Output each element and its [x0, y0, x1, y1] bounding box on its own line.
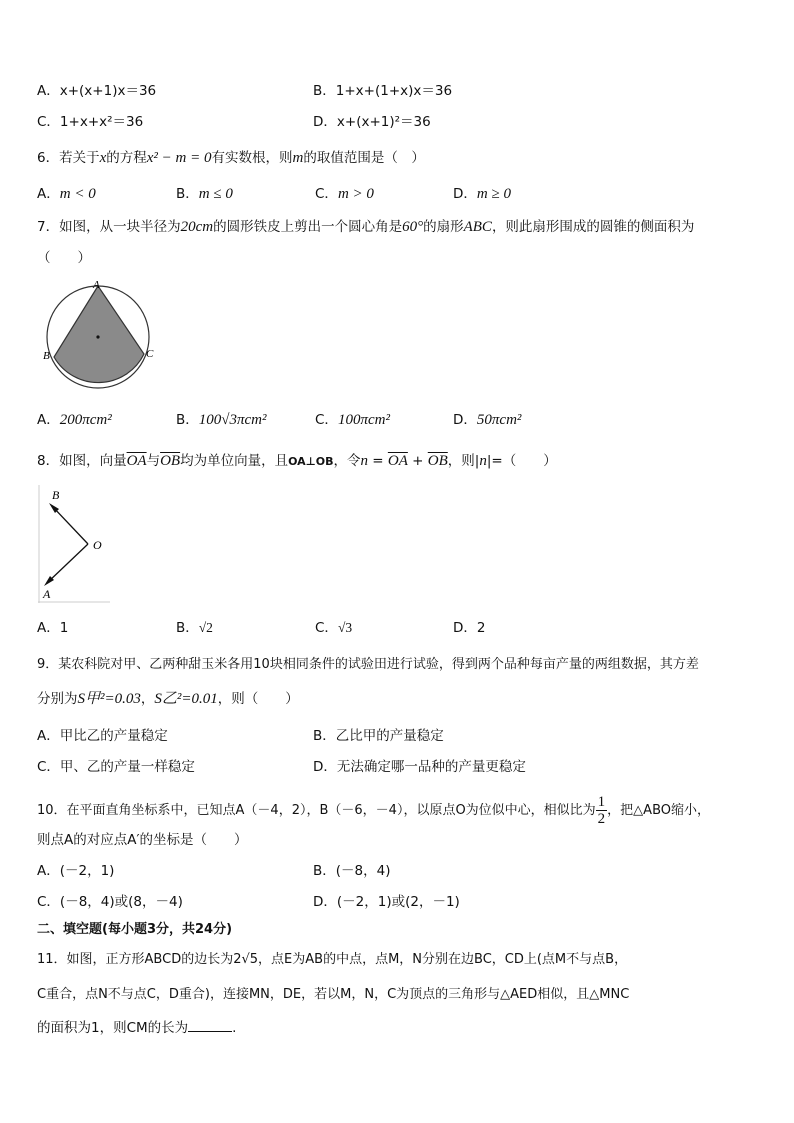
q7-paren: （ ）	[37, 250, 91, 266]
q10-stem-line1: 10．在平面直角坐标系中，已知点A（－4，2），B（－6，－4），以原点O为位似中心，相似比为 $\frac{1}{2}$ ，把△ABO缩小，	[37, 794, 710, 827]
label-a: A	[93, 279, 100, 291]
q11-stem-line3: 的面积为1，则CM的长为 .	[37, 1017, 236, 1038]
vector-oa	[47, 544, 88, 583]
q7-option-c: C．100πcm²	[315, 412, 390, 428]
label-c: C	[146, 348, 154, 360]
q7-option-a: A．200πcm²	[37, 412, 112, 428]
q11-stem-line2: C重合，点N不与点C，D重合)，连接MN，DE，若以M，N，C为顶点的三角形与△AED相似，且△MNC	[37, 987, 630, 1002]
sector-abc	[54, 286, 144, 383]
answer-blank[interactable]	[188, 1017, 232, 1032]
q7-figure	[38, 279, 163, 394]
q9-option-a: A．甲比乙的产量稳定	[37, 728, 168, 744]
q5-option-b: B．1+x+(1+x)x＝36	[313, 83, 453, 99]
q8-option-c: C．√3	[315, 620, 353, 636]
fraction-one-half: $\frac{1}{2}$	[597, 794, 606, 827]
q6-stem: 6．若关于x的方程x² − m = 0有实数根，则m的取值范围是（ ）	[37, 150, 425, 166]
q8-option-a: A．1	[37, 620, 69, 636]
q9-option-d: D．无法确定哪一品种的产量更稳定	[313, 759, 526, 775]
q5-option-d: D．x+(x+1)²＝36	[313, 114, 431, 130]
q8-figure	[38, 485, 110, 603]
q10-option-b: B．(－8，4)	[313, 863, 391, 879]
q9-option-c: C．甲、乙的产量一样稳定	[37, 759, 195, 775]
q10-option-c: C．(－8，4)或(8，－4)	[37, 894, 183, 910]
q6-option-c: C．m > 0	[315, 186, 374, 202]
q11-stem-line1: 11．如图，正方形ABCD的边长为2√5，点E为AB的中点，点M，N分别在边BC，CD上(点M不与点B，	[37, 952, 628, 967]
q10-option-d: D．(－2，1)或(2，－1)	[313, 894, 460, 910]
q7-option-d: D．50πcm²	[453, 412, 522, 428]
q7-option-b: B．100√3πcm²	[176, 412, 267, 428]
label-a: A	[43, 587, 51, 601]
q6-option-a: A．m < 0	[37, 186, 96, 202]
q7-stem: 7．如图，从一块半径为20cm的圆形铁皮上剪出一个圆心角是60°的扇形ABC，则此扇形围成的圆锥的侧面积为	[37, 219, 695, 235]
label-b: B	[52, 488, 60, 502]
q8-stem: 8．如图，向量$\overline{OA}$与$\overline{OB}$均为单位向量，且OA⊥OB，令$n = \overline{OA} + \overline{OB}$，则|n|=（ ）	[37, 453, 557, 469]
q10-stem-line2: 则点A的对应点A′的坐标是（ ）	[37, 832, 248, 848]
label-b: B	[43, 350, 50, 362]
q8-option-b: B．√2	[176, 620, 213, 636]
label-o: O	[93, 538, 102, 552]
q10-option-a: A．(－2，1)	[37, 863, 115, 879]
q9-stem-line1: 9．某农科院对甲、乙两种甜玉米各用10块相同条件的试验田进行试验，得到两个品种每亩产量的两组数据，其方差	[37, 657, 699, 672]
q6-option-b: B．m ≤ 0	[176, 186, 233, 202]
vector-ob	[52, 506, 88, 544]
q5-option-a: A．x+(x+1)x＝36	[37, 83, 157, 99]
q5-option-c: C．1+x+x²＝36	[37, 114, 144, 130]
center-dot	[96, 335, 99, 338]
q9-stem-line2: 分别为S甲²=0.03，S乙²=0.01，则（ ）	[37, 691, 299, 707]
q9-option-b: B．乙比甲的产量稳定	[313, 728, 444, 744]
q6-option-d: D．m ≥ 0	[453, 186, 511, 202]
section-heading-fill-blank: 二、填空题(每小题3分，共24分)	[37, 922, 233, 937]
q8-option-d: D．2	[453, 620, 486, 636]
